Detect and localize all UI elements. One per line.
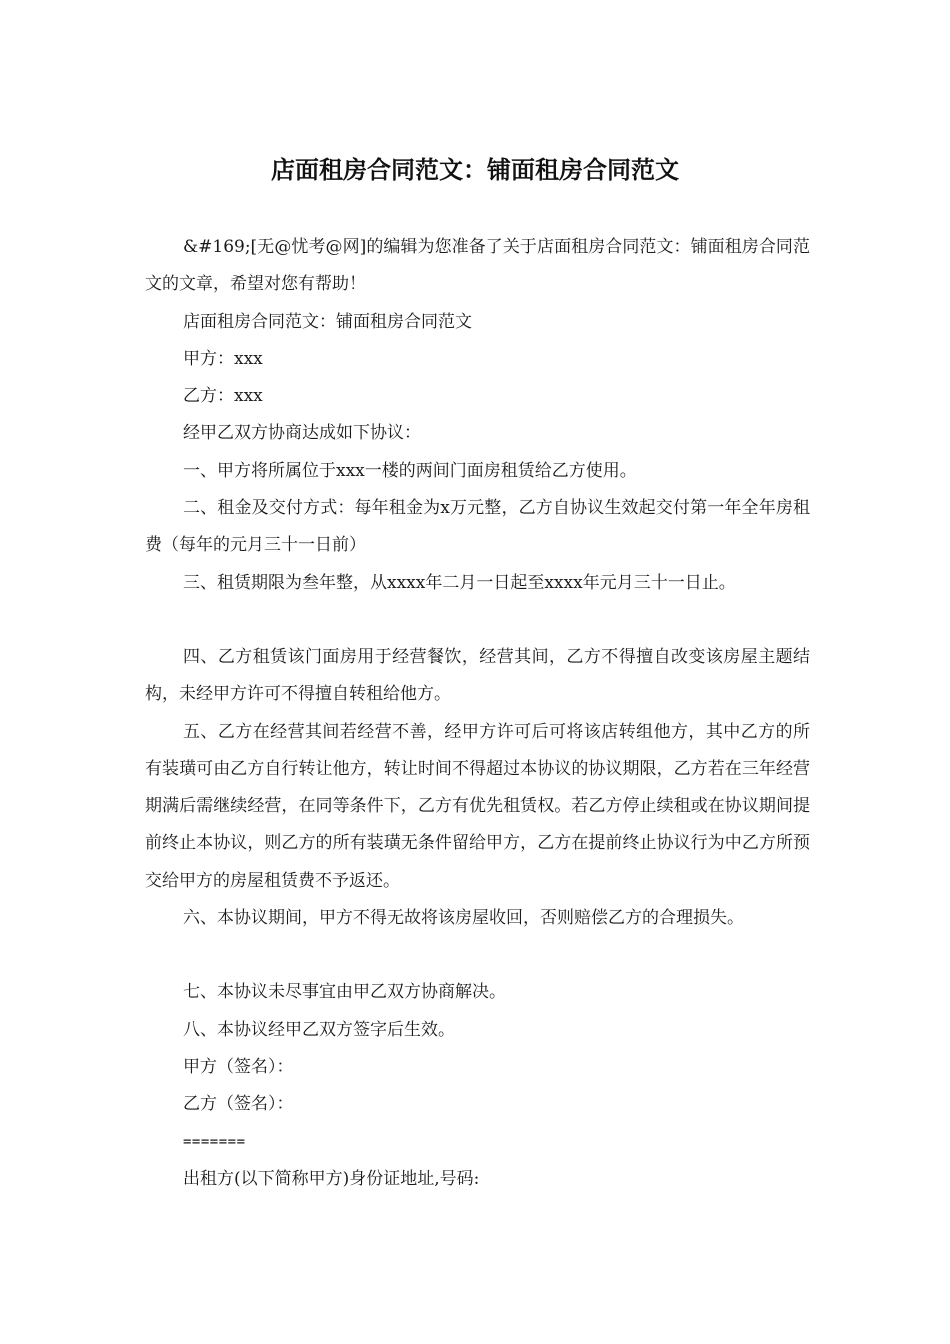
clause-3: 三、租赁期限为叁年整，从xxxx年二月一日起至xxxx年元月三十一日止。 (183, 572, 736, 593)
clause-6: 六、本协议期间，甲方不得无故将该房屋收回，否则赔偿乙方的合理损失。 (183, 908, 744, 929)
separator-line: ======= (183, 1133, 246, 1150)
party-b-line: 乙方：xxx (183, 386, 263, 407)
agreement-intro: 经甲乙双方协商达成如下协议： (183, 423, 421, 444)
clause-5: 五、乙方在经营其间若经营不善，经甲方许可后可将该店转组他方，其中乙方的所有装璜可由乙方自行转让他方，转让时间不得超过本协议的协议期限，乙方若在三年经营期满后需继续经营，在同等条件下，乙方有优先租赁权。若乙方停止续租或在协议期间提前终止本协议，则乙方的所有装璜无条件留给甲方，乙方在提前终止协议行为中乙方所预交给甲方的房屋租赁费不予返还。 (145, 721, 810, 891)
clause-2: 二、租金及交付方式：每年租金为x万元整，乙方自协议生效起交付第一年全年房租费（每年的元月三十一日前） (145, 498, 810, 556)
document-title: 店面租房合同范文：铺面租房合同范文 (271, 156, 679, 184)
clause-4: 四、乙方租赁该门面房用于经营餐饮，经营其间，乙方不得擅自改变该房屋主题结构，未经甲方许可不得擅自转租给他方。 (145, 646, 810, 705)
clause-7: 七、本协议未尽事宜由甲乙双方协商解决。 (183, 982, 506, 1003)
clause-8: 八、本协议经甲乙双方签字后生效。 (183, 1019, 455, 1040)
intro-paragraph: &#169;[无@忧考@网]的编辑为您准备了关于店面租房合同范文：铺面租房合同范文的文章，希望对您有帮助！ (145, 237, 810, 295)
document-body (145, 229, 810, 1198)
party-a-line: 甲方：xxx (183, 348, 263, 369)
party-b-signature: 乙方（签名）： (183, 1094, 294, 1115)
party-a-signature: 甲方（签名）： (183, 1056, 294, 1077)
subtitle-paragraph: 店面租房合同范文：铺面租房合同范文 (183, 311, 472, 332)
lessor-id-line: 出租方(以下简称甲方)身份证地址,号码: (183, 1168, 480, 1189)
clause-1: 一、甲方将所属位于xxx一楼的两间门面房租赁给乙方使用。 (183, 460, 637, 481)
